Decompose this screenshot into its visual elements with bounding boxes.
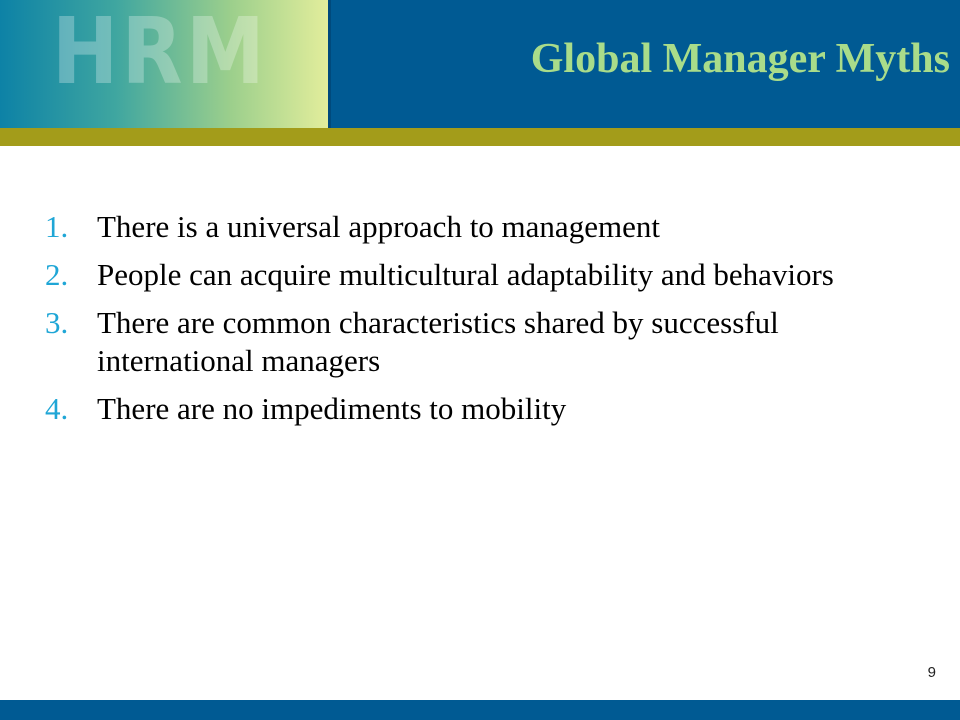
hrm-logo-panel [0,0,330,130]
item-number: 4. [45,391,69,426]
list-item [45,304,905,380]
gold-accent-bar [0,128,960,146]
footer-bar [0,700,960,720]
page-number: 9 [927,664,936,681]
item-text: There are common characteristics shared by successful international managers [97,305,779,378]
list-item [45,208,905,246]
list-item [45,390,905,428]
item-text: People can acquire multicultural adaptability and behaviors [97,257,834,292]
slide-title: Global Manager Myths [530,36,950,82]
item-text: There are no impediments to mobility [97,391,567,426]
list-item [45,256,905,294]
myths-list [45,208,905,438]
header-divider [328,0,331,130]
item-number: 3. [45,305,69,340]
item-number: 2. [45,257,69,292]
item-number: 1. [45,209,69,244]
slide-header [0,0,960,130]
hrm-logo: HRM [52,0,269,105]
item-text: There is a universal approach to management [97,209,660,244]
